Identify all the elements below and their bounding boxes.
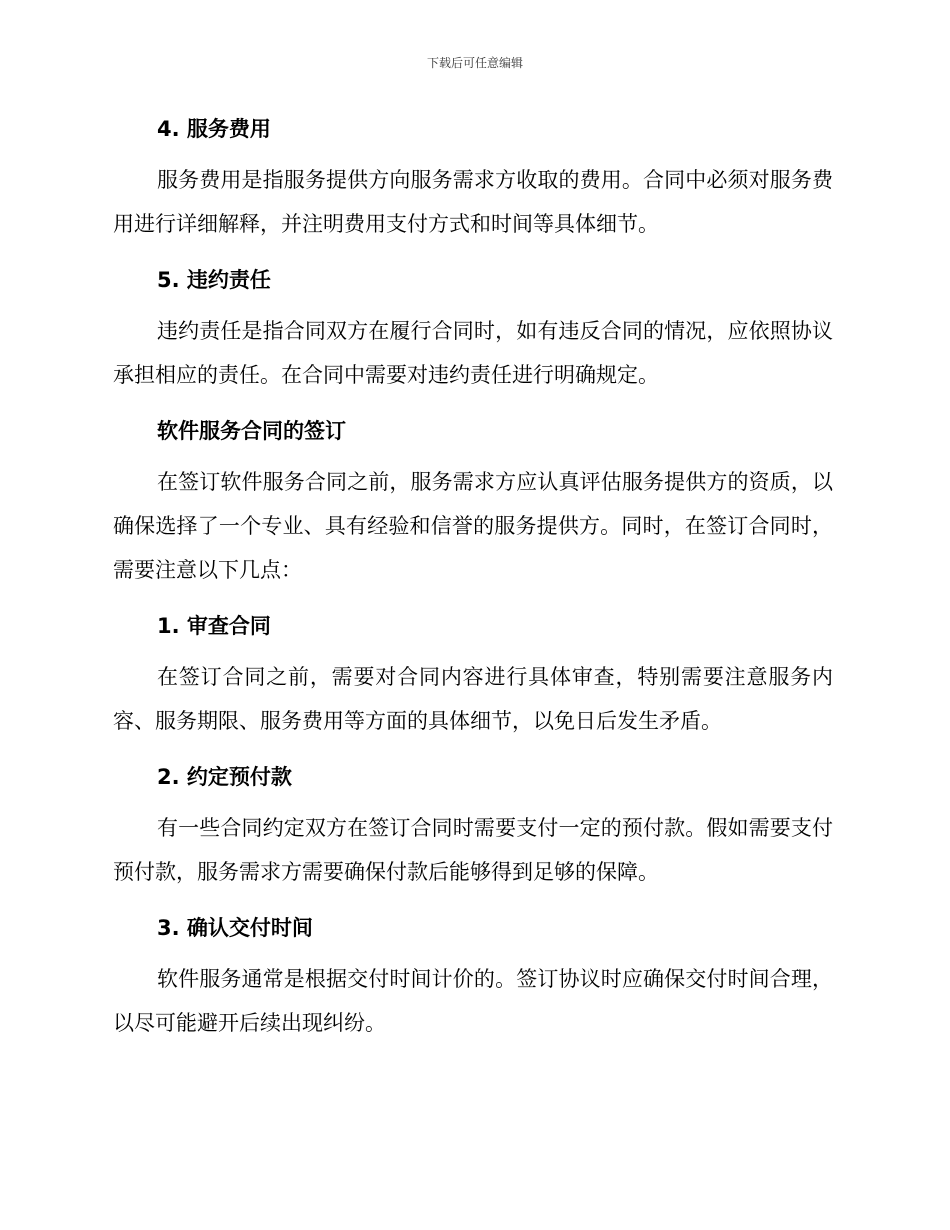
document-body [113,112,833,1045]
section-heading-delivery-time: 3. 确认交付时间 [157,916,313,940]
section-heading-review-contract: 1. 审查合同 [157,614,271,638]
section-paragraph-prepayment: 有一些合同约定双方在签订合同时需要支付一定的预付款。假如需要支付预付款，服务需求方需要确保付款后能够得到足够的保障。 [113,816,833,884]
section-heading-prepayment: 2. 约定预付款 [157,765,292,789]
page-header-note: 下载后可任意编辑 [426,56,523,70]
section-heading-contract-signing: 软件服务合同的签订 [157,419,346,443]
section-paragraph-delivery-time: 软件服务通常是根据交付时间计价的。签订协议时应确保交付时间合理，以尽可能避开后续出现纠纷。 [113,967,833,1035]
section-paragraph-service-fee: 服务费用是指服务提供方向服务需求方收取的费用。合同中必须对服务费用进行详细解释，并注明费用支付方式和时间等具体细节。 [113,168,833,236]
section-heading-service-fee: 4. 服务费用 [157,117,271,141]
section-heading-breach-liability: 5. 违约责任 [157,268,271,292]
section-paragraph-contract-signing: 在签订软件服务合同之前，服务需求方应认真评估服务提供方的资质，以确保选择了一个专业、具有经验和信誉的服务提供方。同时，在签订合同时，需要注意以下几点： [113,470,833,582]
section-paragraph-breach-liability: 违约责任是指合同双方在履行合同时，如有违反合同的情况，应依照协议承担相应的责任。在合同中需要对违约责任进行明确规定。 [113,319,833,387]
section-paragraph-review-contract: 在签订合同之前，需要对合同内容进行具体审查，特别需要注意服务内容、服务期限、服务费用等方面的具体细节，以免日后发生矛盾。 [113,665,833,733]
